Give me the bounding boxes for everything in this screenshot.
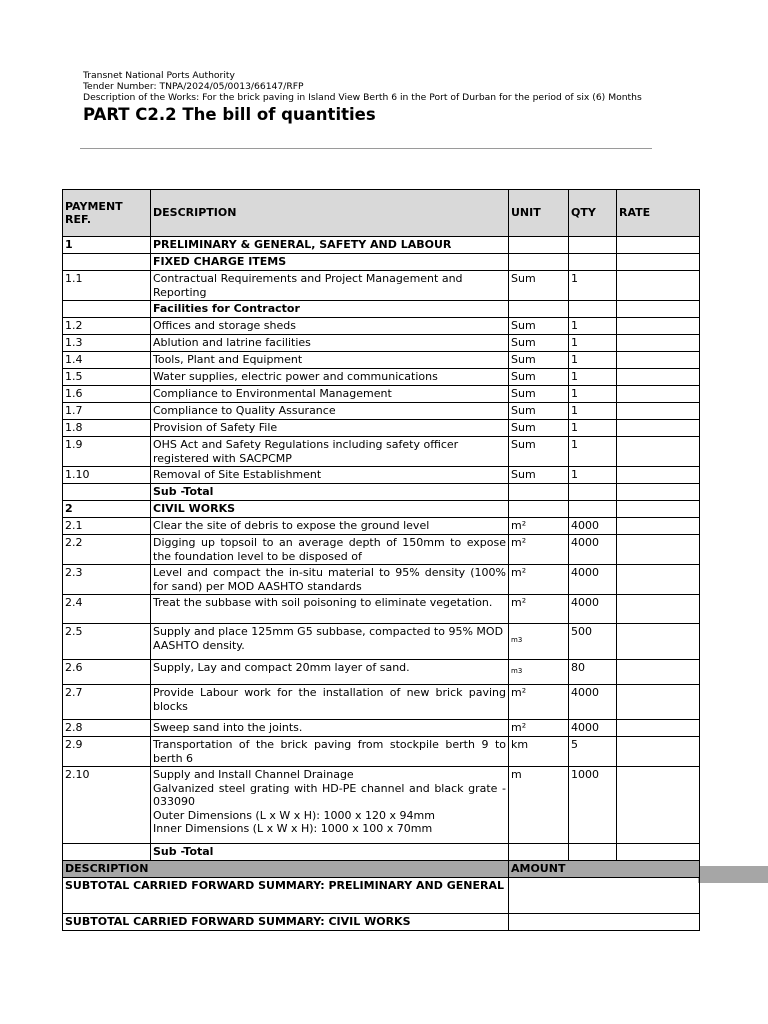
- header-divider: [80, 148, 652, 149]
- unit-cell: Sum: [509, 386, 569, 403]
- rate-cell: [617, 271, 700, 301]
- rate-cell: [617, 685, 700, 720]
- description-cell: Removal of Site Establishment: [151, 467, 509, 484]
- payment-ref-cell: 1.5: [63, 369, 151, 386]
- qty-cell: 4000: [569, 595, 617, 624]
- qty-cell: [569, 501, 617, 518]
- rate-cell: [617, 335, 700, 352]
- rate-cell: [617, 403, 700, 420]
- table-row: [63, 335, 700, 352]
- qty-cell: 1: [569, 420, 617, 437]
- unit-cell: [509, 844, 569, 861]
- summary-row: [63, 878, 700, 914]
- qty-cell: 1000: [569, 767, 617, 844]
- table-row: [63, 237, 700, 254]
- payment-ref-cell: [63, 844, 151, 861]
- column-header-description: DESCRIPTION: [151, 190, 509, 237]
- summary-amount-cell: [509, 878, 700, 914]
- table-row: [63, 352, 700, 369]
- payment-ref-cell: 1.4: [63, 352, 151, 369]
- table-row: [63, 484, 700, 501]
- table-row: [63, 595, 700, 624]
- unit-cell: [509, 254, 569, 271]
- rate-cell: [617, 318, 700, 335]
- unit-cell: m: [509, 767, 569, 844]
- unit-cell: Sum: [509, 467, 569, 484]
- rate-cell: [617, 624, 700, 660]
- qty-cell: 1: [569, 403, 617, 420]
- table-row: [63, 369, 700, 386]
- description-cell: Facilities for Contractor: [151, 301, 509, 318]
- table-row: [63, 720, 700, 737]
- qty-cell: 4000: [569, 518, 617, 535]
- unit-cell: m²: [509, 518, 569, 535]
- unit-cell: m3: [509, 660, 569, 685]
- rate-cell: [617, 595, 700, 624]
- payment-ref-cell: [63, 301, 151, 318]
- description-cell: Level and compact the in-situ material to 95% density (100% for sand) per MOD AASHTO standards: [151, 565, 509, 595]
- unit-cell: [509, 501, 569, 518]
- payment-ref-cell: 1.6: [63, 386, 151, 403]
- tender-number: Tender Number: TNPA/2024/05/0013/66147/RFP: [83, 81, 304, 92]
- unit-cell: km: [509, 737, 569, 767]
- payment-ref-cell: [63, 484, 151, 501]
- description-cell: CIVIL WORKS: [151, 501, 509, 518]
- description-cell: Supply, Lay and compact 20mm layer of sand.: [151, 660, 509, 685]
- table-row: [63, 271, 700, 301]
- payment-ref-cell: 1.10: [63, 467, 151, 484]
- unit-cell: [509, 301, 569, 318]
- payment-ref-cell: 1.7: [63, 403, 151, 420]
- qty-cell: 5: [569, 737, 617, 767]
- summary-header-row: [63, 861, 700, 878]
- rate-cell: [617, 420, 700, 437]
- qty-cell: 4000: [569, 720, 617, 737]
- bill-of-quantities-table: [62, 189, 700, 931]
- rate-cell: [617, 660, 700, 685]
- unit-cell: m²: [509, 535, 569, 565]
- payment-ref-cell: 2: [63, 501, 151, 518]
- description-cell: Clear the site of debris to expose the ground level: [151, 518, 509, 535]
- table-row: [63, 318, 700, 335]
- description-cell: Water supplies, electric power and communications: [151, 369, 509, 386]
- rate-cell: [617, 254, 700, 271]
- payment-ref-cell: 2.10: [63, 767, 151, 844]
- rate-cell: [617, 518, 700, 535]
- page-title: PART C2.2 The bill of quantities: [83, 105, 376, 124]
- unit-cell: [509, 484, 569, 501]
- qty-cell: [569, 237, 617, 254]
- description-cell: Treat the subbase with soil poisoning to eliminate vegetation.: [151, 595, 509, 624]
- payment-ref-cell: 1.1: [63, 271, 151, 301]
- unit-cell: m²: [509, 685, 569, 720]
- description-cell: FIXED CHARGE ITEMS: [151, 254, 509, 271]
- payment-ref-cell: 2.2: [63, 535, 151, 565]
- unit-cell: Sum: [509, 318, 569, 335]
- table-row: [63, 685, 700, 720]
- table-row: [63, 767, 700, 844]
- qty-cell: 1: [569, 318, 617, 335]
- qty-cell: 4000: [569, 535, 617, 565]
- qty-cell: [569, 844, 617, 861]
- qty-cell: 1: [569, 352, 617, 369]
- description-cell: OHS Act and Safety Regulations including safety officer registered with SACPCMP: [151, 437, 509, 467]
- payment-ref-cell: 2.3: [63, 565, 151, 595]
- rate-cell: [617, 565, 700, 595]
- column-header-rate: RATE: [617, 190, 700, 237]
- unit-cell: Sum: [509, 437, 569, 467]
- qty-cell: [569, 484, 617, 501]
- document-header: [83, 70, 642, 103]
- summary-description-cell: SUBTOTAL CARRIED FORWARD SUMMARY: CIVIL WORKS: [63, 914, 509, 931]
- summary-description-cell: SUBTOTAL CARRIED FORWARD SUMMARY: PRELIMINARY AND GENERAL: [63, 878, 509, 914]
- rate-cell: [617, 501, 700, 518]
- rate-cell: [617, 720, 700, 737]
- works-description: Description of the Works: For the brick paving in Island View Berth 6 in the Port of Durban for the period of six (6) Months: [83, 92, 642, 103]
- description-cell: Ablution and latrine facilities: [151, 335, 509, 352]
- description-cell: Compliance to Environmental Management: [151, 386, 509, 403]
- description-cell: Provide Labour work for the installation of new brick paving blocks: [151, 685, 509, 720]
- qty-cell: 1: [569, 467, 617, 484]
- description-cell: Sweep sand into the joints.: [151, 720, 509, 737]
- column-header-unit: UNIT: [509, 190, 569, 237]
- description-cell: Supply and Install Channel Drainage Galvanized steel grating with HD-PE channel and black grate - 033090 Outer Dimensions (L x W x H): 1000 x 120 x 94mm Inner Dimensions (L x W x H): 1000 x 100 x 70mm: [151, 767, 509, 844]
- qty-cell: [569, 254, 617, 271]
- unit-cell: Sum: [509, 352, 569, 369]
- payment-ref-cell: 1.9: [63, 437, 151, 467]
- description-cell: Provision of Safety File: [151, 420, 509, 437]
- payment-ref-cell: [63, 254, 151, 271]
- column-header-ref: PAYMENT REF.: [63, 190, 151, 237]
- qty-cell: 80: [569, 660, 617, 685]
- description-cell: Compliance to Quality Assurance: [151, 403, 509, 420]
- description-cell: Digging up topsoil to an average depth of 150mm to expose the foundation level to be disposed of: [151, 535, 509, 565]
- qty-cell: 1: [569, 369, 617, 386]
- rate-cell: [617, 844, 700, 861]
- payment-ref-cell: 2.9: [63, 737, 151, 767]
- unit-cell: m²: [509, 565, 569, 595]
- payment-ref-cell: 2.8: [63, 720, 151, 737]
- description-cell: Tools, Plant and Equipment: [151, 352, 509, 369]
- rate-cell: [617, 767, 700, 844]
- qty-cell: 1: [569, 437, 617, 467]
- unit-cell: m3: [509, 624, 569, 660]
- organisation-name: Transnet National Ports Authority: [83, 70, 235, 81]
- column-header-qty: QTY: [569, 190, 617, 237]
- description-cell: Transportation of the brick paving from stockpile berth 9 to berth 6: [151, 737, 509, 767]
- payment-ref-cell: 2.7: [63, 685, 151, 720]
- description-cell: Contractual Requirements and Project Management and Reporting: [151, 271, 509, 301]
- description-cell: Sub -Total: [151, 484, 509, 501]
- table-row: [63, 501, 700, 518]
- payment-ref-cell: 1.8: [63, 420, 151, 437]
- payment-ref-cell: 1: [63, 237, 151, 254]
- payment-ref-cell: 2.1: [63, 518, 151, 535]
- table-row: [63, 518, 700, 535]
- description-cell: Supply and place 125mm G5 subbase, compacted to 95% MOD AASHTO density.: [151, 624, 509, 660]
- rate-cell: [617, 237, 700, 254]
- unit-cell: Sum: [509, 420, 569, 437]
- summary-description-header: DESCRIPTION: [63, 861, 509, 878]
- summary-row: [63, 914, 700, 931]
- qty-cell: 1: [569, 271, 617, 301]
- payment-ref-cell: 2.5: [63, 624, 151, 660]
- rate-cell: [617, 301, 700, 318]
- description-cell: Offices and storage sheds: [151, 318, 509, 335]
- qty-cell: 1: [569, 335, 617, 352]
- description-cell: PRELIMINARY & GENERAL, SAFETY AND LABOUR: [151, 237, 509, 254]
- table-row: [63, 386, 700, 403]
- payment-ref-cell: 2.6: [63, 660, 151, 685]
- unit-cell: Sum: [509, 335, 569, 352]
- qty-cell: 4000: [569, 565, 617, 595]
- payment-ref-cell: 1.2: [63, 318, 151, 335]
- unit-cell: Sum: [509, 271, 569, 301]
- rate-cell: [617, 484, 700, 501]
- rate-cell: [617, 352, 700, 369]
- qty-cell: 500: [569, 624, 617, 660]
- qty-cell: 4000: [569, 685, 617, 720]
- table-row: [63, 254, 700, 271]
- table-row: [63, 437, 700, 467]
- table-row: [63, 535, 700, 565]
- qty-cell: 1: [569, 386, 617, 403]
- unit-cell: [509, 237, 569, 254]
- unit-cell: Sum: [509, 403, 569, 420]
- payment-ref-cell: 1.3: [63, 335, 151, 352]
- summary-header-bleed: [698, 866, 768, 883]
- table-row: [63, 420, 700, 437]
- rate-cell: [617, 737, 700, 767]
- rate-cell: [617, 437, 700, 467]
- description-cell: Sub -Total: [151, 844, 509, 861]
- rate-cell: [617, 535, 700, 565]
- unit-cell: m²: [509, 720, 569, 737]
- table-row: [63, 565, 700, 595]
- qty-cell: [569, 301, 617, 318]
- table-row: [63, 737, 700, 767]
- payment-ref-cell: 2.4: [63, 595, 151, 624]
- unit-cell: Sum: [509, 369, 569, 386]
- table-row: [63, 403, 700, 420]
- rate-cell: [617, 369, 700, 386]
- unit-cell: m²: [509, 595, 569, 624]
- table-row: [63, 624, 700, 660]
- table-header-row: [63, 190, 700, 237]
- summary-amount-header: AMOUNT: [509, 861, 700, 878]
- table-row: [63, 844, 700, 861]
- table-row: [63, 301, 700, 318]
- rate-cell: [617, 467, 700, 484]
- summary-amount-cell: [509, 914, 700, 931]
- table-row: [63, 467, 700, 484]
- table-row: [63, 660, 700, 685]
- rate-cell: [617, 386, 700, 403]
